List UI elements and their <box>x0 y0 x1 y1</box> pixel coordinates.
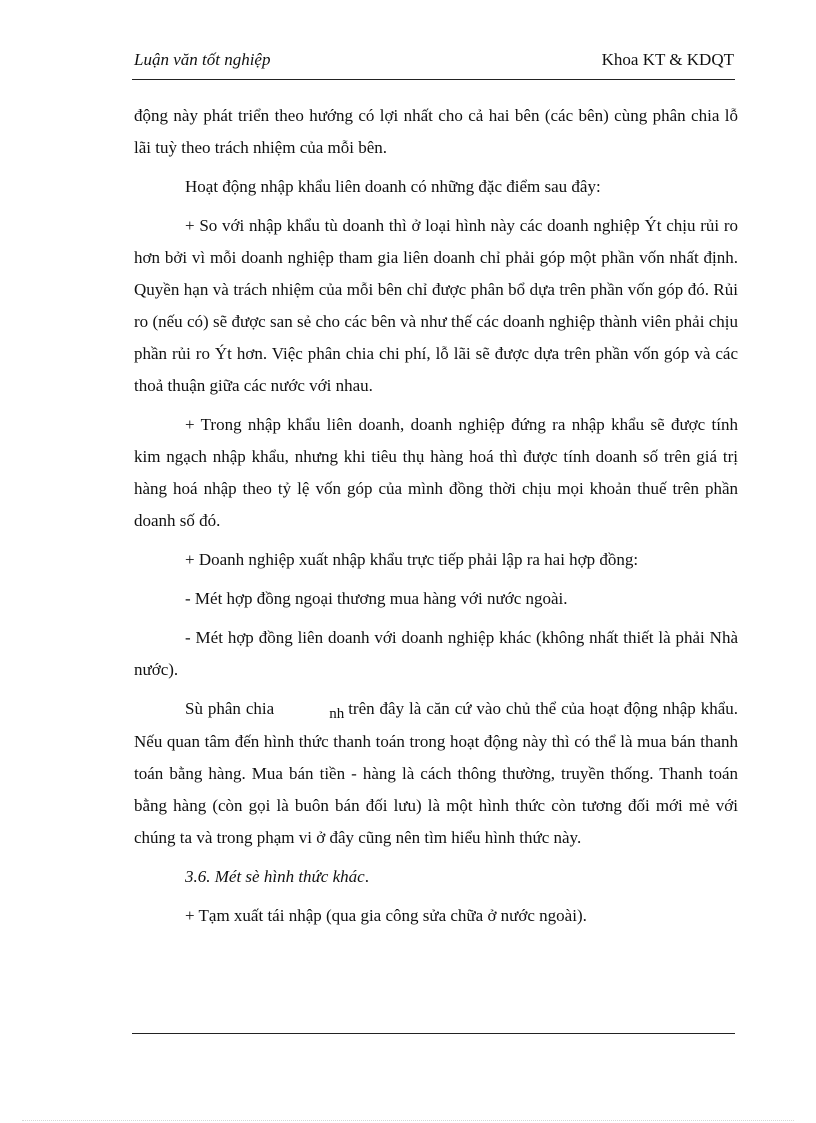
paragraph-joint-contract: - Mét hợp đồng liên doanh với doanh nghiệp khác (không nhất thiết là phải Nhà nước). <box>134 628 738 679</box>
page-edge <box>22 1120 794 1121</box>
page-header <box>134 50 734 72</box>
paragraph-continuation: động này phát triển theo hướng có lợi nhất cho cả hai bên (các bên) cùng phân chia lỗ lãi tuỳ theo trách nhiệm của mỗi bên. <box>134 106 738 157</box>
header-thesis-title: Luận văn tốt nghiệp <box>134 50 271 69</box>
footer-divider <box>132 1033 735 1034</box>
classification-rest: trên đây là căn cứ vào chủ thể của hoạt động nhập khẩu. Nếu quan tâm đến hình thức thanh toán trong hoạt động này thì có thể là mua bán thanh toán bằng hàng. Mua bán tiền - hàng là cách thông thường, truyền thống. Thanh toán bằng hàng (còn gọi là buôn bán đối lưu) là một hình thức còn tương đối mới mẻ với chúng ta và trong phạm vi ở đây cũng nên tìm hiểu hình thức này. <box>134 699 738 847</box>
header-faculty: Khoa KT & KDQT <box>601 50 734 69</box>
paragraph-classification <box>134 693 738 854</box>
section-heading-dot: . <box>364 867 369 886</box>
header-divider <box>132 79 735 80</box>
paragraph-foreign-contract: - Mét hợp đồng ngoại thương mua hàng với nước ngoài. <box>185 589 568 608</box>
section-heading <box>134 861 738 893</box>
paragraph-two-contracts: + Doanh nghiệp xuất nhập khẩu trực tiếp phải lập ra hai hợp đồng: <box>185 550 639 569</box>
classification-lead: Sù phân chia <box>185 699 275 718</box>
paragraph-features-intro: Hoạt động nhập khẩu liên doanh có những đặc điểm sau đây: <box>185 177 601 196</box>
document-body <box>134 100 738 932</box>
section-heading-text: 3.6. Mét sè hình thức khác <box>185 867 365 886</box>
paragraph-temporary-export: + Tạm xuất tái nhập (qua gia công sửa chữa ở nước ngoài). <box>185 906 587 925</box>
classification-subscript: nh <box>329 706 345 722</box>
paragraph-risk: + So với nhập khẩu tù doanh thì ở loại hình này các doanh nghiệp Ýt chịu rủi ro hơn bởi vì mỗi doanh nghiệp tham gia liên doanh chỉ phải góp một phần vốn nhất định. Quyền hạn và trách nhiệm của mỗi bên chỉ được phân bổ dựa trên phần vốn góp đó. Rủi ro (nếu có) sẽ được san sẻ cho các bên và như thế các doanh nghiệp thành viên phải chịu phần rủi ro Ýt hơn. Việc phân chia chi phí, lỗ lãi sẽ được dựa trên phần vốn góp và các thoả thuận giữa các nước với nhau. <box>134 216 738 395</box>
paragraph-turnover: + Trong nhập khẩu liên doanh, doanh nghiệp đứng ra nhập khẩu sẽ được tính kim ngạch nhập khẩu, nhưng khi tiêu thụ hàng hoá thì được tính doanh số trên giá trị hàng hoá nhập theo tỷ lệ vốn góp của mình đồng thời chịu mọi khoản thuế trên phần doanh số đó. <box>134 415 738 530</box>
